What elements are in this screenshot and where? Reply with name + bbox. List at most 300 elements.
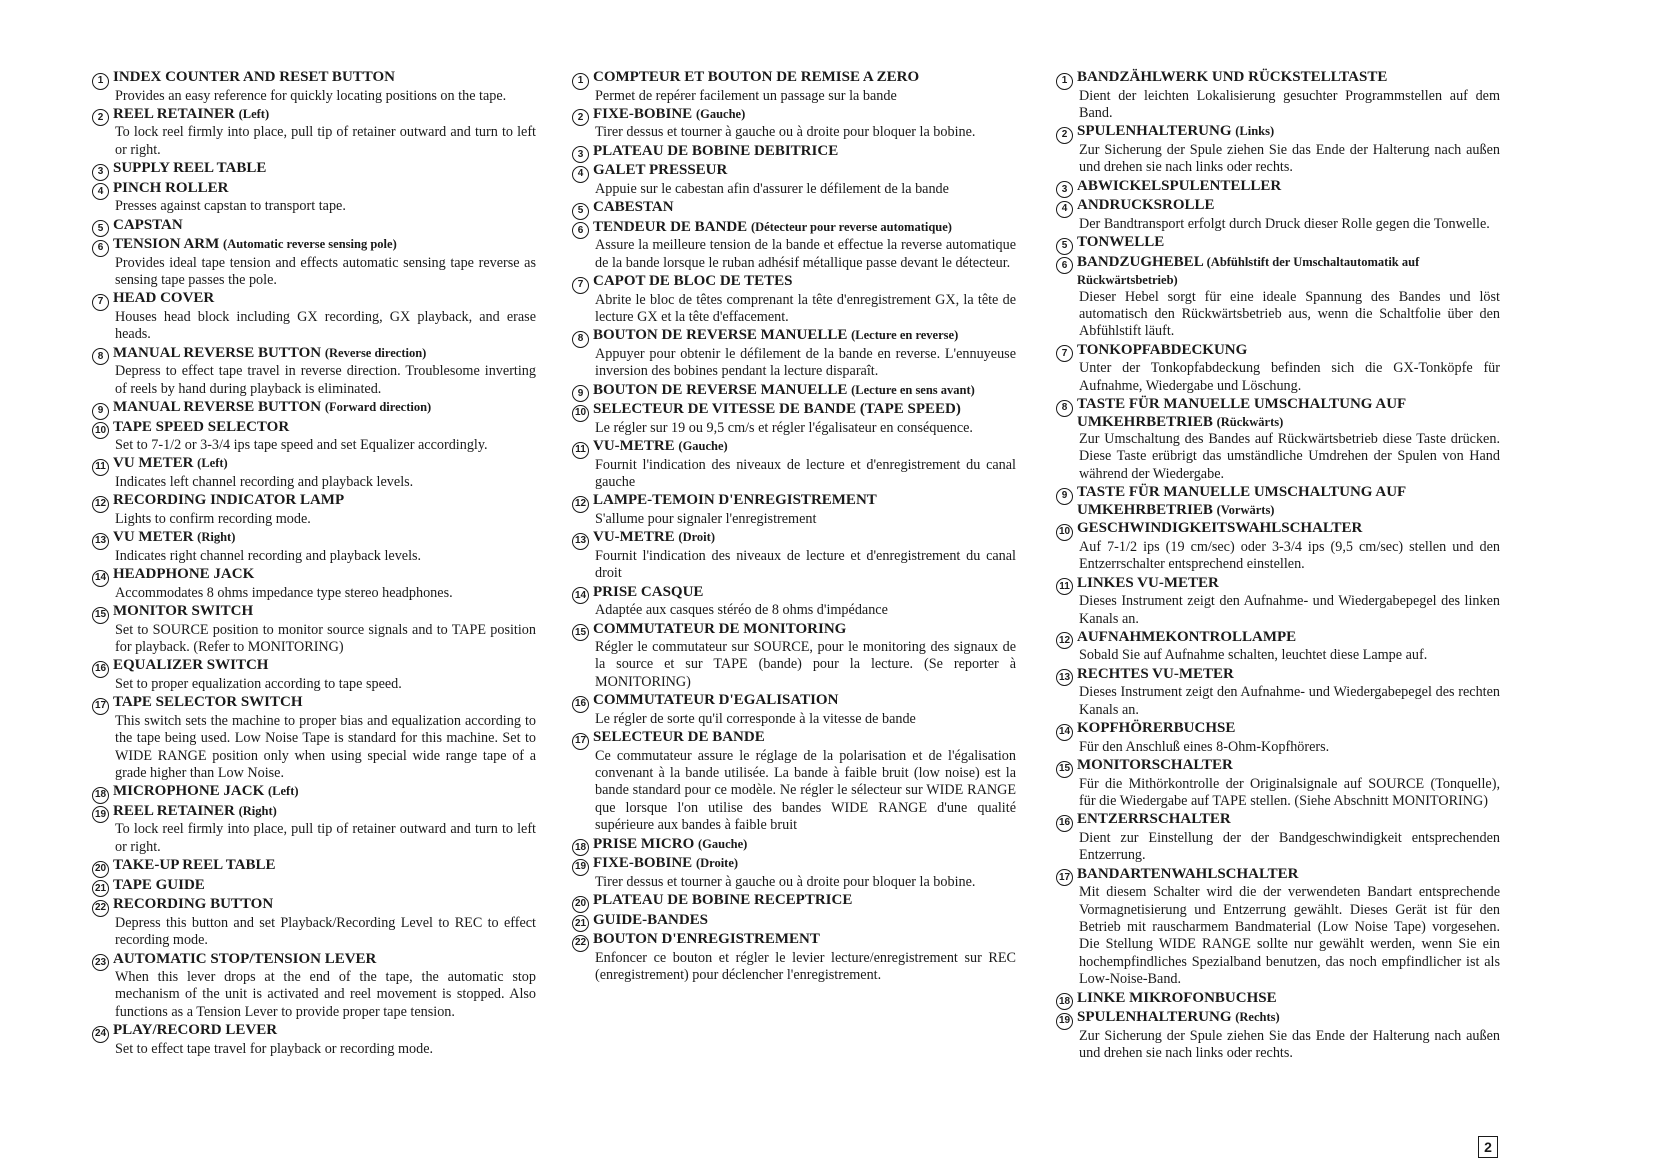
- list-item: [572, 272, 1016, 326]
- item-heading: [1056, 1008, 1500, 1028]
- item-description: Set to proper equalization according to tape speed.: [115, 675, 402, 692]
- item-title-wrap: [593, 491, 877, 509]
- item-description: Sobald Sie auf Aufnahme schalten, leuchtet diese Lampe auf.: [1079, 647, 1428, 664]
- list-item: [1056, 519, 1500, 573]
- item-description: Le régler sur 19 ou 9,5 cm/s et régler l'égalisateur en conséquence.: [595, 419, 973, 436]
- list-item: [92, 565, 536, 602]
- item-description: Fournit l'indication des niveaux de lecture et d'enregistrement du canal droit: [595, 547, 1016, 582]
- item-heading: [572, 437, 1016, 457]
- item-title: LINKE MIKROFONBUCHSE: [1077, 989, 1277, 1006]
- item-title: COMPTEUR ET BOUTON DE REMISE A ZERO: [593, 69, 920, 85]
- item-number: 9: [1056, 488, 1073, 505]
- item-description: Der Bandtransport erfolgt durch Druck dieser Rolle gegen die Tonwelle.: [1079, 215, 1490, 232]
- item-number: 4: [1056, 201, 1073, 218]
- item-title-wrap: [113, 235, 397, 253]
- list-item: [92, 856, 536, 876]
- item-title: VU METER: [113, 455, 194, 472]
- item-number: 2: [1056, 127, 1073, 144]
- item-title: ENTZERRSCHALTER: [1077, 811, 1231, 828]
- item-title: MONITOR SWITCH: [113, 603, 254, 620]
- item-number: 1: [1056, 73, 1073, 90]
- item-heading: [572, 583, 1016, 603]
- item-title: GUIDE-BANDES: [593, 911, 709, 928]
- list-item: [1056, 865, 1500, 989]
- item-title: BOUTON DE REVERSE MANUELLE: [593, 327, 848, 344]
- list-item: [572, 105, 1016, 142]
- item-number: 6: [92, 240, 109, 257]
- item-description: Set to effect tape travel for playback or recording mode.: [115, 1040, 434, 1057]
- list-item: [1056, 665, 1500, 719]
- item-heading: [92, 565, 536, 585]
- item-description: Dient zur Einstellung der der Bandgeschwindigkeit entsprechenden Entzerrung.: [1079, 829, 1500, 864]
- item-number: 15: [572, 624, 589, 641]
- item-number: 19: [1056, 1013, 1073, 1030]
- item-title: MANUAL REVERSE BUTTON: [113, 399, 322, 416]
- item-title: BOUTON D'ENREGISTREMENT: [593, 931, 820, 948]
- item-title: TAPE SPEED SELECTOR: [113, 418, 290, 435]
- item-title: REEL RETAINER: [113, 802, 235, 819]
- item-description: Ce commutateur assure le réglage de la polarisation et de l'égalisation convenant à la bande utilisée. La bande à faible bruit (low noise) est la bande standard pour ce modèle. Ne régler le sélecteur sur WIDE RANGE que lorsque l'on utilise des bandes WIDE RANGE d'une qualité supérieure aux bandes à faible bruit: [595, 747, 1016, 834]
- item-number: 8: [572, 331, 589, 348]
- item-title-wrap: [593, 911, 708, 929]
- item-subtitle: (Vorwärts): [1216, 503, 1275, 518]
- item-title-wrap: [113, 782, 299, 800]
- item-title-wrap: [1077, 483, 1500, 519]
- list-item: [572, 854, 1016, 891]
- item-description: Auf 7-1/2 ips (19 cm/sec) oder 3-3/4 ips (9,5 cm/sec) stellen und den Entzerrschalter entsprechend einstellen.: [1079, 538, 1500, 573]
- item-heading: [92, 179, 536, 199]
- item-number: 21: [92, 880, 109, 897]
- list-item: [1056, 196, 1500, 233]
- item-title-wrap: [113, 289, 214, 307]
- item-heading: [92, 602, 536, 622]
- item-title: LAMPE-TEMOIN D'ENREGISTREMENT: [593, 492, 877, 509]
- item-title: MICROPHONE JACK: [113, 783, 265, 800]
- item-heading: [1056, 810, 1500, 830]
- item-title-wrap: [1077, 628, 1296, 646]
- item-number: 8: [1056, 400, 1073, 417]
- item-title: FIXE-BOBINE: [593, 105, 693, 122]
- item-subtitle: (Left): [238, 106, 270, 121]
- item-title: LINKES VU-METER: [1077, 574, 1219, 591]
- item-title-wrap: [1077, 519, 1362, 537]
- item-heading: [1056, 196, 1500, 216]
- list-item: [92, 602, 536, 656]
- item-description: Dieser Hebel sorgt für eine ideale Spannung des Bandes und löst automatisch den Rückwärtsbetrieb aus, wenn die Schaltfolie über den Abfühlstift läuft.: [1079, 288, 1500, 340]
- item-number: 10: [92, 422, 109, 439]
- item-title: RECORDING BUTTON: [113, 896, 274, 913]
- item-description: Abrite le bloc de têtes comprenant la tête d'enregistrement GX, la tête de lecture GX et la tête d'effacement.: [595, 291, 1016, 325]
- french-column: [572, 68, 1016, 984]
- item-description: Appuie sur le cabestan afin d'assurer le défilement de la bande: [595, 180, 949, 197]
- list-item: [92, 216, 536, 236]
- item-heading: [92, 1021, 536, 1041]
- item-description: Zur Umschaltung des Bandes auf Rückwärtsbetrieb diese Taste drücken. Diese Taste erübrigt das umständliche Umdrehen der Spulen von Hand während der Wiedergabe.: [1079, 431, 1500, 482]
- item-subtitle: (Droite): [695, 856, 739, 871]
- item-title-wrap: [113, 68, 395, 86]
- list-item: [92, 289, 536, 343]
- item-heading: [92, 782, 536, 802]
- item-heading: [92, 105, 536, 125]
- item-title-wrap: [113, 344, 426, 362]
- item-number: 2: [572, 109, 589, 126]
- list-item: [1056, 483, 1500, 519]
- item-title-wrap: [1077, 719, 1235, 737]
- item-number: 3: [1056, 181, 1073, 198]
- item-number: 21: [572, 915, 589, 932]
- item-number: 14: [92, 570, 109, 587]
- item-description: Zur Sicherung der Spule ziehen Sie das Ende der Halterung nach außen und drehen sie nach links oder rechts.: [1079, 1027, 1500, 1061]
- list-item: [1056, 810, 1500, 864]
- item-title-wrap: [113, 895, 273, 913]
- item-description: Dient der leichten Lokalisierung gesuchter Programmstellen auf dem Band.: [1079, 87, 1500, 121]
- item-title-wrap: [593, 142, 838, 160]
- item-subtitle: (Lecture en sens avant): [851, 382, 975, 397]
- item-heading: [92, 656, 536, 676]
- item-number: 19: [92, 806, 109, 823]
- item-subtitle: (Droit): [678, 530, 715, 545]
- item-number: 6: [1056, 257, 1073, 274]
- item-title-wrap: [113, 876, 205, 894]
- list-item: [92, 802, 536, 856]
- item-subtitle: (Gauche): [678, 439, 728, 454]
- item-title-wrap: [113, 454, 228, 472]
- item-number: 5: [1056, 238, 1073, 255]
- list-item: [92, 344, 536, 398]
- item-description: To lock reel firmly into place, pull tip of retainer outward and turn to left or right.: [115, 124, 536, 158]
- item-heading: [92, 856, 536, 876]
- item-number: 13: [1056, 669, 1073, 686]
- item-title: PINCH ROLLER: [113, 179, 229, 196]
- item-subtitle: (Détecteur pour reverse automatique): [750, 219, 952, 234]
- item-description: Depress this button and set Playback/Recording Level to REC to effect recording mode.: [115, 914, 536, 949]
- item-title: EQUALIZER SWITCH: [113, 657, 269, 674]
- item-title-wrap: [1077, 341, 1247, 359]
- item-title: HEAD COVER: [113, 290, 215, 307]
- item-heading: [92, 950, 536, 970]
- item-heading: [92, 693, 536, 713]
- item-number: 9: [92, 403, 109, 420]
- item-title-wrap: [113, 856, 276, 874]
- item-title-wrap: [593, 930, 820, 948]
- item-subtitle: (Rechts): [1235, 1010, 1280, 1025]
- item-title: CABESTAN: [593, 199, 674, 216]
- item-title: TENDEUR DE BANDE: [593, 218, 748, 235]
- item-description: Für die Mithörkontrolle der Originalsignale auf SOURCE (Tonquelle), für die Wiedergabe auf TAPE stellen. (Siehe Abschnitt MONITORING): [1079, 775, 1500, 809]
- item-heading: [572, 381, 1016, 401]
- item-description: Lights to confirm recording mode.: [115, 510, 311, 527]
- item-title: CAPSTAN: [113, 216, 183, 233]
- list-item: [572, 491, 1016, 528]
- item-subtitle: (Reverse direction): [324, 345, 427, 360]
- item-subtitle: (Automatic reverse sensing pole): [223, 237, 397, 252]
- item-heading: [572, 105, 1016, 125]
- item-number: 16: [572, 696, 589, 713]
- item-title-wrap: [113, 418, 289, 436]
- item-number: 22: [572, 935, 589, 952]
- list-item: [92, 454, 536, 491]
- item-number: 17: [92, 698, 109, 715]
- item-heading: [92, 159, 536, 179]
- item-title: CAPOT DE BLOC DE TETES: [593, 273, 793, 290]
- item-title: PRISE MICRO: [593, 835, 695, 852]
- list-item: [92, 656, 536, 693]
- item-heading: [572, 491, 1016, 511]
- item-number: 14: [1056, 724, 1073, 741]
- item-title-wrap: [1077, 196, 1215, 214]
- item-heading: [92, 68, 536, 88]
- item-description: Indicates right channel recording and playback levels.: [115, 547, 422, 564]
- item-description: Le régler de sorte qu'il corresponde à la vitesse de bande: [595, 710, 916, 727]
- item-title: TENSION ARM: [113, 236, 220, 253]
- item-description: Appuyer pour obtenir le défilement de la bande en reverse. L'ennuyeuse inversion des bobines pendant la lecture disparaît.: [595, 345, 1016, 380]
- item-heading: [92, 454, 536, 474]
- list-item: [1056, 719, 1500, 756]
- item-title: VU METER: [113, 529, 194, 546]
- item-number: 1: [572, 73, 589, 90]
- item-subtitle: (Gauche): [695, 106, 746, 121]
- list-item: [1056, 253, 1500, 341]
- item-title: ANDRUCKSROLLE: [1077, 197, 1215, 214]
- item-title-wrap: [593, 728, 765, 746]
- item-number: 22: [92, 900, 109, 917]
- item-number: 5: [92, 220, 109, 237]
- item-heading: [1056, 253, 1500, 289]
- item-heading: [1056, 233, 1500, 253]
- item-title: TAPE GUIDE: [113, 876, 205, 893]
- item-title-wrap: [593, 691, 838, 709]
- item-title-wrap: [113, 693, 303, 711]
- list-item: [572, 400, 1016, 437]
- item-description: Adaptée aux casques stéréo de 8 ohms d'impédance: [595, 602, 888, 619]
- item-heading: [572, 930, 1016, 950]
- item-number: 8: [92, 348, 109, 365]
- list-item: [572, 161, 1016, 198]
- item-number: 20: [92, 861, 109, 878]
- item-title-wrap: [593, 68, 919, 86]
- item-heading: [572, 68, 1016, 88]
- list-item: [92, 418, 536, 455]
- item-heading: [572, 728, 1016, 748]
- item-title-wrap: [1077, 756, 1233, 774]
- item-title-wrap: [593, 583, 703, 601]
- item-number: 16: [1056, 815, 1073, 832]
- list-item: [572, 326, 1016, 380]
- item-title-wrap: [1077, 989, 1277, 1007]
- item-heading: [1056, 665, 1500, 685]
- item-heading: [572, 835, 1016, 855]
- item-heading: [572, 620, 1016, 640]
- item-title-wrap: [593, 272, 793, 290]
- item-description: Assure la meilleure tension de la bande et effectue la reverse automatique de la bande lorsque le ruban adhésif métallique passe devant le détecteur.: [595, 237, 1016, 271]
- item-title: BANDZUGHEBEL: [1077, 253, 1203, 270]
- list-item: [572, 218, 1016, 272]
- list-item: [572, 381, 1016, 401]
- item-description: Mit diesem Schalter wird die der verwendeten Bandart entsprechende Vormagnetisierung und Entzerrung gewählt. Dieses Gerät ist für den Betrieb mit rauscharmem Bandmaterial (Low Noise Tape) vorgesehen. Die Stellung WIDE RANGE sollte nur gewählt werden, wenn Sie ein hochempfindliches Spezialband benutzen, das noch empfindlicher ist als Low-Noise-Band.: [1079, 884, 1500, 988]
- item-title-wrap: [593, 218, 952, 236]
- item-title-wrap: [1077, 68, 1387, 86]
- item-title: ABWICKELSPULENTELLER: [1077, 177, 1282, 194]
- item-number: 4: [572, 166, 589, 183]
- item-number: 10: [572, 405, 589, 422]
- item-heading: [572, 161, 1016, 181]
- item-number: 18: [92, 787, 109, 804]
- item-title: TASTE FÜR MANUELLE UMSCHALTUNG AUF UMKEHRBETRIEB: [1077, 484, 1406, 519]
- item-heading: [572, 854, 1016, 874]
- item-number: 11: [1056, 578, 1073, 595]
- item-title-wrap: [1077, 233, 1164, 251]
- item-title: PLATEAU DE BOBINE DEBITRICE: [593, 142, 839, 159]
- item-title: PRISE CASQUE: [593, 583, 704, 600]
- item-title-wrap: [1077, 1008, 1280, 1026]
- item-number: 23: [92, 954, 109, 971]
- item-description: To lock reel firmly into place, pull tip of retainer outward and turn to left or right.: [115, 821, 536, 855]
- item-heading: [92, 344, 536, 364]
- item-heading: [1056, 341, 1500, 361]
- item-number: 10: [1056, 524, 1073, 541]
- item-title: SELECTEUR DE BANDE: [593, 729, 765, 746]
- item-heading: [1056, 122, 1500, 142]
- item-number: 11: [572, 442, 589, 459]
- item-title-wrap: [593, 891, 852, 909]
- item-heading: [572, 326, 1016, 346]
- list-item: [92, 895, 536, 949]
- item-heading: [1056, 395, 1500, 431]
- item-title-wrap: [593, 381, 975, 399]
- item-title: SPULENHALTERUNG: [1077, 123, 1232, 140]
- item-title: HEADPHONE JACK: [113, 566, 255, 583]
- item-number: 19: [572, 859, 589, 876]
- item-subtitle: (Right): [238, 803, 277, 818]
- item-heading: [572, 218, 1016, 238]
- item-title: REEL RETAINER: [113, 105, 235, 122]
- item-description: Fournit l'indication des niveaux de lecture et d'enregistrement du canal gauche: [595, 456, 1016, 490]
- item-heading: [1056, 989, 1500, 1009]
- item-title-wrap: [113, 491, 344, 509]
- item-title: FIXE-BOBINE: [593, 855, 693, 872]
- item-description: Tirer dessus et tourner à gauche ou à droite pour bloquer la bobine.: [595, 873, 976, 890]
- list-item: [92, 876, 536, 896]
- item-description: Accommodates 8 ohms impedance type stereo headphones.: [115, 584, 453, 601]
- item-subtitle: (Left): [268, 784, 299, 799]
- item-title: SPULENHALTERUNG: [1077, 1009, 1232, 1026]
- item-title-wrap: [113, 656, 268, 674]
- item-heading: [1056, 756, 1500, 776]
- item-heading: [1056, 719, 1500, 739]
- list-item: [572, 437, 1016, 491]
- item-title-wrap: [113, 528, 235, 546]
- list-item: [1056, 68, 1500, 122]
- item-heading: [572, 142, 1016, 162]
- item-heading: [92, 398, 536, 418]
- item-title-wrap: [1077, 865, 1298, 883]
- page-number: 2: [1478, 1136, 1498, 1158]
- item-title-wrap: [593, 620, 846, 638]
- list-item: [92, 235, 536, 289]
- item-title: SUPPLY REEL TABLE: [113, 160, 267, 177]
- item-description: Dieses Instrument zeigt den Aufnahme- und Wiedergabepegel des rechten Kanals an.: [1079, 684, 1500, 718]
- item-title-wrap: [113, 565, 254, 583]
- item-title: TONKOPFABDECKUNG: [1077, 341, 1248, 358]
- list-item: [572, 198, 1016, 218]
- item-heading: [92, 491, 536, 511]
- list-item: [572, 891, 1016, 911]
- item-number: 11: [92, 459, 109, 476]
- item-title: AUTOMATIC STOP/TENSION LEVER: [113, 950, 377, 967]
- item-title-wrap: [113, 1021, 277, 1039]
- item-number: 9: [572, 385, 589, 402]
- item-description: Régler le commutateur sur SOURCE, pour le monitoring des signaux de la source et sur TAPE (bande) pour la lecture. (Se reporter à MONITORING): [595, 639, 1016, 690]
- item-heading: [1056, 865, 1500, 885]
- item-title-wrap: [593, 835, 747, 853]
- item-number: 12: [572, 496, 589, 513]
- item-description: Dieses Instrument zeigt den Aufnahme- und Wiedergabepegel des linken Kanals an.: [1079, 593, 1500, 627]
- item-title-wrap: [1077, 177, 1281, 195]
- item-subtitle: (Links): [1235, 124, 1275, 139]
- item-description: Enfoncer ce bouton et régler le levier lecture/enregistrement sur REC (enregistrement) pour déclencher l'enregistrement.: [595, 949, 1016, 983]
- item-title: TAKE-UP REEL TABLE: [113, 857, 276, 874]
- item-title: RECHTES VU-METER: [1077, 665, 1234, 682]
- item-title: MANUAL REVERSE BUTTON: [113, 344, 322, 361]
- item-heading: [572, 528, 1016, 548]
- item-description: Zur Sicherung der Spule ziehen Sie das Ende der Halterung nach außen und drehen sie nach links oder rechts.: [1079, 141, 1500, 176]
- item-number: 14: [572, 587, 589, 604]
- item-title-wrap: [113, 159, 266, 177]
- list-item: [1056, 395, 1500, 483]
- list-item: [572, 691, 1016, 728]
- item-heading: [92, 876, 536, 896]
- item-title-wrap: [593, 854, 738, 872]
- item-number: 4: [92, 183, 109, 200]
- list-item: [572, 911, 1016, 931]
- item-title: PLATEAU DE BOBINE RECEPTRICE: [593, 892, 853, 909]
- item-subtitle: (Gauche): [698, 836, 748, 851]
- list-item: [572, 728, 1016, 835]
- item-description: Set to 7-1/2 or 3-3/4 ips tape speed and set Equalizer accordingly.: [115, 437, 488, 454]
- item-heading: [92, 289, 536, 309]
- item-heading: [1056, 177, 1500, 197]
- list-item: [92, 1021, 536, 1058]
- item-number: 16: [92, 661, 109, 678]
- item-title: GESCHWINDIGKEITSWAHLSCHALTER: [1077, 520, 1363, 537]
- item-description: Presses against capstan to transport tape.: [115, 198, 346, 215]
- item-title-wrap: [593, 161, 727, 179]
- item-heading: [92, 802, 536, 822]
- item-heading: [1056, 68, 1500, 88]
- list-item: [92, 105, 536, 159]
- item-title-wrap: [113, 105, 269, 123]
- list-item: [1056, 341, 1500, 395]
- list-item: [1056, 233, 1500, 253]
- german-column: [1056, 68, 1500, 1062]
- item-title: INDEX COUNTER AND RESET BUTTON: [113, 69, 396, 85]
- item-title: COMMUTATEUR DE MONITORING: [593, 620, 847, 637]
- item-heading: [92, 216, 536, 236]
- list-item: [92, 950, 536, 1022]
- list-item: [572, 835, 1016, 855]
- item-heading: [92, 235, 536, 255]
- list-item: [92, 159, 536, 179]
- item-title-wrap: [1077, 395, 1500, 431]
- item-number: 18: [572, 839, 589, 856]
- item-title-wrap: [113, 602, 253, 620]
- list-item: [572, 583, 1016, 620]
- item-description: Provides ideal tape tension and effects automatic sensing tape reverse as sensing tape passes the pole.: [115, 254, 536, 289]
- list-item: [1056, 122, 1500, 176]
- list-item: [92, 528, 536, 565]
- item-title-wrap: [593, 400, 961, 418]
- item-title: TAPE SELECTOR SWITCH: [113, 694, 303, 711]
